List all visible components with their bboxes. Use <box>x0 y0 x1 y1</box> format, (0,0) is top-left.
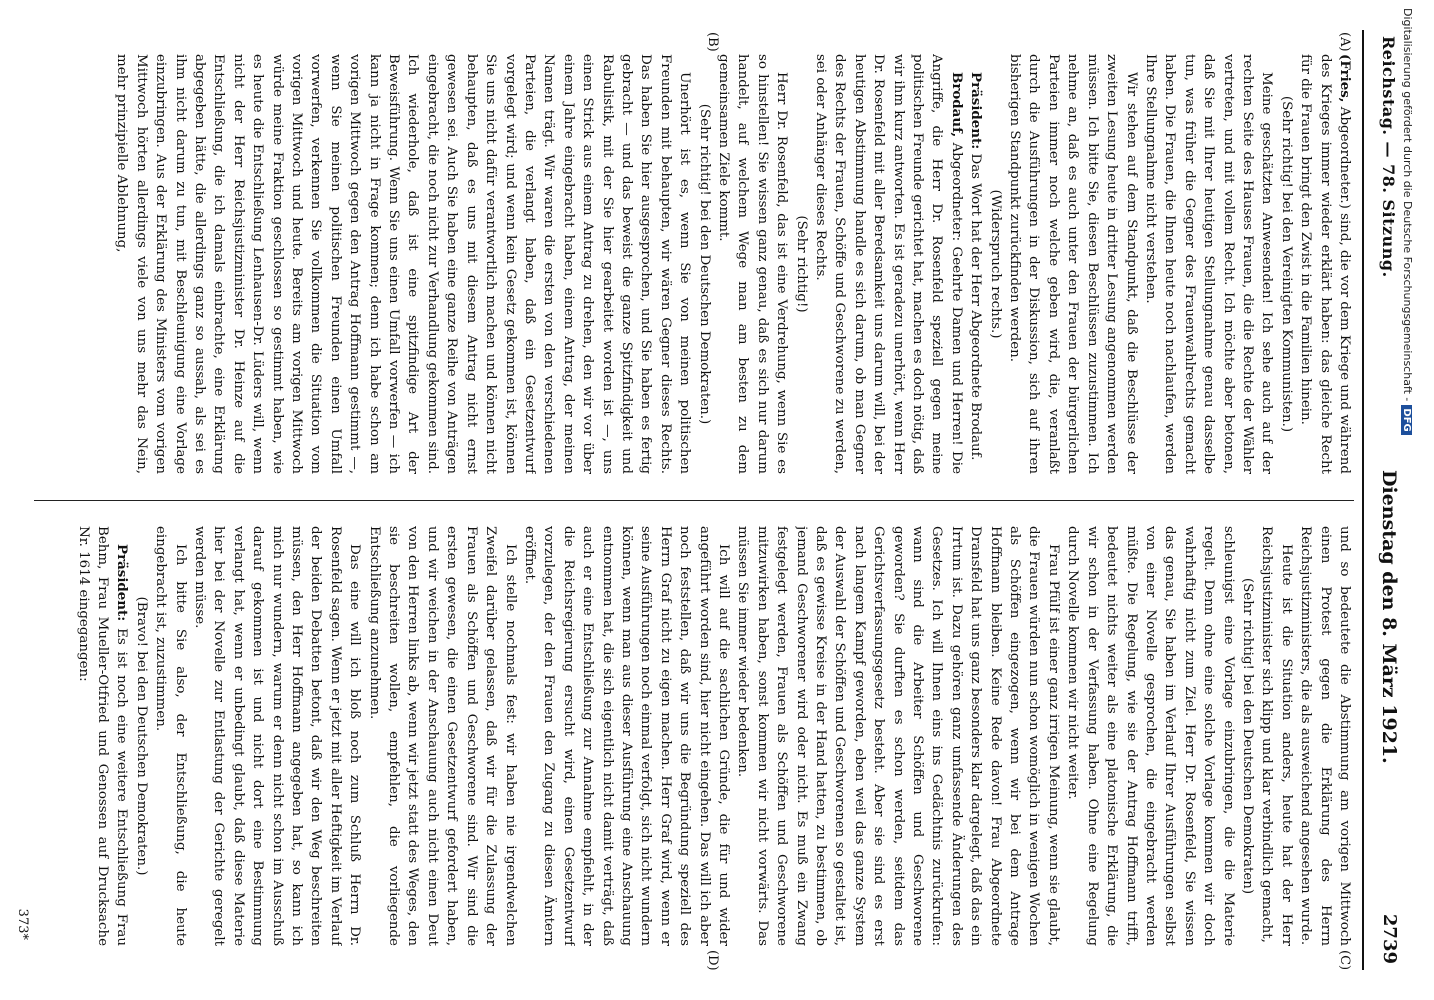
interjection: (Bravo! bei den Deutschen Demokraten.) <box>133 596 149 876</box>
newspaper-page <box>10 30 1410 970</box>
speaker-name: (Fries, <box>1337 54 1353 103</box>
paragraph: Ich bitte Sie also, der Entschließung, die heute eingebracht ist, zuzustimmen. <box>153 526 188 946</box>
speaker-label: Präsident: <box>114 544 131 622</box>
page-number: 2739 <box>1379 913 1400 964</box>
right-column <box>34 526 1354 946</box>
interjection: (Sehr richtig!) <box>793 215 809 313</box>
speaker-label: Brodauf, <box>948 72 965 138</box>
interjection: (Widerspruch rechts.) <box>987 189 1003 339</box>
paragraph: Ich will auf die sachlichen Gründe, die für und wider angeführt worden sind, hier nicht eingehen. Das will ich aber noch feststellen, daß wir uns die Begründung speziell des Herrn Graf nicht zu eigen machen. Herr Graf wird, wenn er seine Ausführungen noch einmal verfolgt, sich nicht wundern können, wenn man aus dieser Ausführung eine Anschauung entnommen hat, die sich eigentlich nicht damit verträgt, daß auch er eine Entschließung zur Annahme empfiehlt, in der die Reichsregierung ersucht wird, einen Gesetzentwurf vorzulegen, der den Frauen den Zugang zu diesen Ämtern eröffnet. <box>521 526 731 946</box>
digitization-note <box>1396 8 1414 998</box>
page-signature: 373* <box>15 908 30 940</box>
paragraph: Frau Pfülf ist einer ganz irrigen Meinung, wenn sie glaubt, die Frauen würden nun schon womöglich in wenigen Wochen als Schöffen eingezogen, wenn wir bei dem Antrage Hoffmann bleiben. Keine Rede davon! Frau Abgeordnete Dransfeld hat uns ganz besonders klar dargelegt, daß das ein Irrtum ist. Dazu gehören ganz umfassende Änderungen des Gesetzes. Ich will Ihnen eins ins Gedächtnis zurückrufen: wann sind die Arbeiter Schöffen und Geschworene geworden? Sie durften es schon werden, seitdem das Gerichtsverfassungsgesetz besteht. Aber sie sind es erst nach langem Kampf geworden, eben weil das ganze System der Auswahl der Schöffen und Geschworenen so gestaltet ist, daß es gewisse Kreise in der Hand hatten, zu bestimmen, ob jemand Geschworener wird oder nicht. Es muß ein Zwang festgelegt werden, Frauen als Schöffen und Geschworene mitzuwirken haben, sonst kommen wir nicht vorwärts. Das müssen Sie immer wieder bedenken. <box>735 526 1061 946</box>
paragraph: Ich stelle nochmals fest: wir haben nie irgendwelchen Zweifel darüber gelassen, daß wir für die Zulassung der Frauen als Schöffen und Geschworene sind. Wir sind die ersten gewesen, die einen Gesetzentwurf gefordert haben, und wir weichen in der Anschauung auch nicht einen Deut von den Herren links ab, wenn wir jetzt statt des Weges, den sie beschreiten wollen, empfehlen, die vorliegende Entschließung anzunehmen. <box>366 526 518 946</box>
paragraph: Unerhört ist es, wenn Sie von meinen politischen Freunden mit behaupten, wir wären Gegner dieses Rechts. Das haben Sie hier ausgesprochen, und Sie haben es fertig gebracht — und das beweist die ganze Spitzfindigkeit und Rabulistik, mit der Sie hier gearbeitet worden ist —, uns einen Strick aus einem Antrag zu drehen, den wir vor über einem Jahre eingebracht haben, einem Antrag, der meinen Namen trägt. Wir waren die ersten von den verschiedenen Parteien, die verlangt haben, daß ein Gesetzentwurf vorgelegt wird; und wenn kein Gesetz gekommen ist, können Sie uns nicht dafür verantwortlich machen und können nicht behaupten, daß es uns mit diesem Antrag nicht ernst gewesen sei. Auch Sie haben eine ganze Reihe von Anträgen eingebracht, die noch nicht zur Verhandlung gekommen sind. Ich wiederhole, daß ist eine spitzfindige Art der Beweisführung. Wenn Sie uns einen Umfall vorwerfen — ich kann ja nicht in Frage kommen; denn ich habe schon am vorigen Mittwoch gegen den Antrag Hoffmann gestimmt —, wenn Sie meinen politischen Freunden einen Umfall vorwerfen, verkennen Sie vollkommen die Situation vom vorigen Mittwoch und heute. Bereits am vorigen Mittwoch würde meine Fraktion geschlossen so gestimmt haben, wie es heute die Entschließung Lenhausen-Dr. Lüders will, wenn nicht der Herr Reichsjustizminister Dr. Heinze auf die Entschließung, die ich damals einbrachte, eine Erklärung abgegeben hätte, die allerdings ganz so aussah, als sei es ihm nicht darum zu tun, mit Beschleunigung eine Vorlage einzubringen. Aus der Erklärung des Ministers vom vorigen Mittwoch hörten allerdings viele von uns mehr das Nein, mehr prinzipielle Ablehnung, <box>114 54 693 474</box>
header-session: Reichstag. — 78. Sitzung. <box>1379 36 1398 278</box>
paragraph: Meine geschätzten Anwesenden! Ich sehe auch auf der rechten Seite des Hauses Frauen, die die Rechte der Wähler vertreten, und mit vollem Recht. Ich möchte aber betonen, daß Sie mit Ihrer heutigen Stellungnahme genau dasselbe tun, was früher die Gegner des Frauenwahlrechts gemacht haben. Die Frauen, die Ihnen heute noch nachlaufen, werden Ihre Stellungnahme nicht verstehen. <box>1142 54 1275 474</box>
interjection: (Sehr richtig! bei den Deutschen Demokraten.) <box>696 103 712 425</box>
margin-marker-c: (C) <box>1337 950 1352 971</box>
speaker-role: Abgeordneter.) <box>1337 106 1352 209</box>
margin-marker-b: (B) <box>705 32 720 52</box>
paragraph: und so bedeutete die Abstimmung am vorigen Mittwoch einen Protest gegen die Erklärung des Herrn Reichsjustizministers, die als ausweichend angesehen wurde. <box>1298 526 1352 946</box>
paragraph-text: sind, die vor dem Kriege und während des Krieges immer wieder erklärt haben: das gleiche Recht für die Frauen bringt den Zwist in die Familien hinein. <box>1298 54 1352 474</box>
paragraph-text: Das Wort hat der Herr Abgeordnete Brodauf. <box>968 153 984 461</box>
column-rule <box>34 500 1354 501</box>
header-date: Dienstag den 8. März 1921. <box>1378 470 1400 764</box>
speaker-label: Präsident: <box>968 72 985 150</box>
paragraph: Heute ist die Situation anders, heute hat der Herr Reichsjustizminister sich klipp und klar verbindlich gemacht, <box>1259 526 1294 946</box>
paragraph: Wir stehen auf dem Standpunkt, daß die Beschlüsse der zweiten Lesung heute in dritter Lesung angenommen werden müssen. Ich bitte Sie, diesen Beschlüssen zuzustimmen. Ich nehme an, daß es auch unter den Frauen der bürgerlichen Parteien immer noch welche geben wird, die, veranlaßt durch die Ausführungen in der Diskussion, sich auf ihren bisherigen Standpunkt zurückfinden werden. <box>1007 54 1139 474</box>
margin-marker-a: (A) <box>1337 32 1352 52</box>
left-column <box>34 54 1354 474</box>
margin-marker-d: (D) <box>705 950 720 971</box>
paragraph <box>966 54 985 474</box>
interjection: (Sehr richtig! bei den Deutschen Demokraten) <box>1239 577 1255 895</box>
paragraph <box>73 526 131 946</box>
paragraph-text: Abgeordneter: Geehrte Damen und Herren! Die Angriffe, die Herr Dr. Rosenfeld speziell gegen meine politischen Freunde gerichtet hat, machen es doch nötig, daß wir ihm kurz antworten. Es ist geradezu unerhört, wenn Herr Dr. Rosenfeld mit aller Beredsamkeit uns darum will, bei der heutigen Abstimmung handle es sich darum, ob man Gegner des Rechts der Frauen, Schöffe und Geschworene zu werden, sei oder Anhänger dieses Rechts. <box>813 54 964 474</box>
digitization-text: Digitalisierung gefördert durch die Deutsche Forschungsgemeinschaft - <box>1401 8 1414 402</box>
dfg-logo: DFG <box>1401 405 1412 434</box>
paragraph: Herr Dr. Rosenfeld, das ist eine Verdrehung, wenn Sie es so hinstellen! Sie wissen ganz genau, daß es sich nur darum handelt, auf welchem Wege man am besten zu dem gemeinsamen Ziele kommt. <box>716 54 790 474</box>
paragraph-text: Es ist noch eine weitere Entschließung Frau Behm, Frau Mueller-Otfried und Genossen auf Drucksache Nr. 1614 eingegangen: <box>75 526 130 946</box>
paragraph: schleunigst eine Vorlage einzubringen, die die Materie regelt. Denn ohne eine solche Vorlage kommen wir doch wahrhaftig nicht zum Ziel. Herr Dr. Rosenfeld, Sie wissen das genau, Sie haben im Verlauf Ihrer Ausführungen selbst von einer Novelle gesprochen, die eingebracht werden müßte. Die Regelung, wie sie der Antrag Hoffmann trifft, bedeutet nichts weiter als eine platonische Erklärung, die wir schon in der Verfassung haben. Ohne eine Regelung durch Novelle kommen wir nicht weiter. <box>1065 526 1236 946</box>
paragraph <box>811 54 966 474</box>
interjection: (Sehr richtig! bei den Vereinigten Kommunisten.) <box>1278 95 1294 433</box>
paragraph: Das eine will ich bloß noch zum Schluß Herrn Dr. Rosenfeld sagen. Wenn er jetzt mit aller Heftigkeit im Verlauf der beiden Debatten betont, daß wir den Weg beschreiten müssen, den Herr Hoffmann angegeben hat, so kann ich mich nur wundern, warum er denn nicht schon im Ausschuß darauf gekommen ist und nicht dort eine Bestimmung verlangt hat, wenn er unbedingt glaubt, daß diese Materie hier bei der Novelle zur Entlastung der Gerichte geregelt werden müsse. <box>192 526 363 946</box>
paragraph <box>1296 54 1354 474</box>
